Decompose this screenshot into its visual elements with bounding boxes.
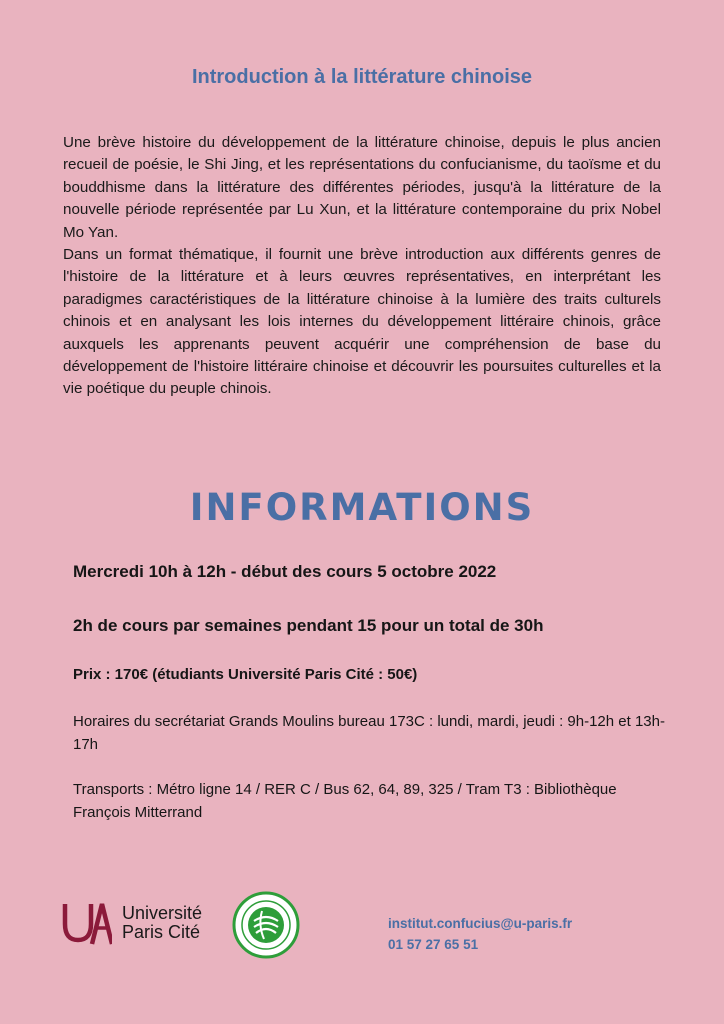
intro-text <box>63 132 661 401</box>
schedule-line: Mercredi 10h à 12h - début des cours 5 octobre 2022 <box>73 562 497 581</box>
universite-paris-cite-logo <box>62 898 222 948</box>
contact-block <box>388 913 572 955</box>
page-title: Introduction à la littérature chinoise <box>191 66 533 88</box>
informations-heading: INFORMATIONS <box>189 486 535 529</box>
secretariat-hours: Horaires du secrétariat Grands Moulins bureau 173C : lundi, mardi, jeudi : 9h-12h et 13h-17h <box>73 713 665 753</box>
hours-line: 2h de cours par semaines pendant 15 pour un total de 30h <box>73 616 544 635</box>
upc-emblem-icon <box>62 900 112 946</box>
intro-paragraph-2: Dans un format thématique, il fournit une brève introduction aux différents genres de l'histoire de la littérature et à leurs œuvres représentatives, en interprétant les paradigmes caractéristiques de la littérature chinoise à la lumière des traits culturels chinois et en analysant les lois internes du développement littéraire chinois, grâce auxquels les apprenants peuvent acquérir une compréhension de base du développement de l'histoire littéraire chinoise et découvrir les poursuites culturelles et la vie poétique du peuple chinois. <box>63 246 661 398</box>
confucius-institute-logo-icon <box>232 891 300 959</box>
contact-email[interactable]: institut.confucius@u-paris.fr <box>388 916 573 931</box>
price-line: Prix : 170€ (étudiants Université Paris Cité : 50€) <box>73 666 418 683</box>
contact-phone: 01 57 27 65 51 <box>388 937 479 952</box>
transports-info: Transports : Métro ligne 14 / RER C / Bus 62, 64, 89, 325 / Tram T3 : Bibliothèque François Mitterrand <box>73 781 617 821</box>
upc-name-line-2: Paris Cité <box>122 922 201 942</box>
upc-name-line-1: Université <box>122 903 203 923</box>
intro-paragraph-1: Une brève histoire du développement de la littérature chinoise, depuis le plus ancien recueil de poésie, le Shi Jing, et les représentations du confucianisme, du taoïsme et du bouddhisme dans la littérature des différentes périodes, jusqu'à la littérature de la nouvelle période représentée par Lu Xun, et la littérature contemporaine du prix Nobel Mo Yan. <box>63 134 661 241</box>
